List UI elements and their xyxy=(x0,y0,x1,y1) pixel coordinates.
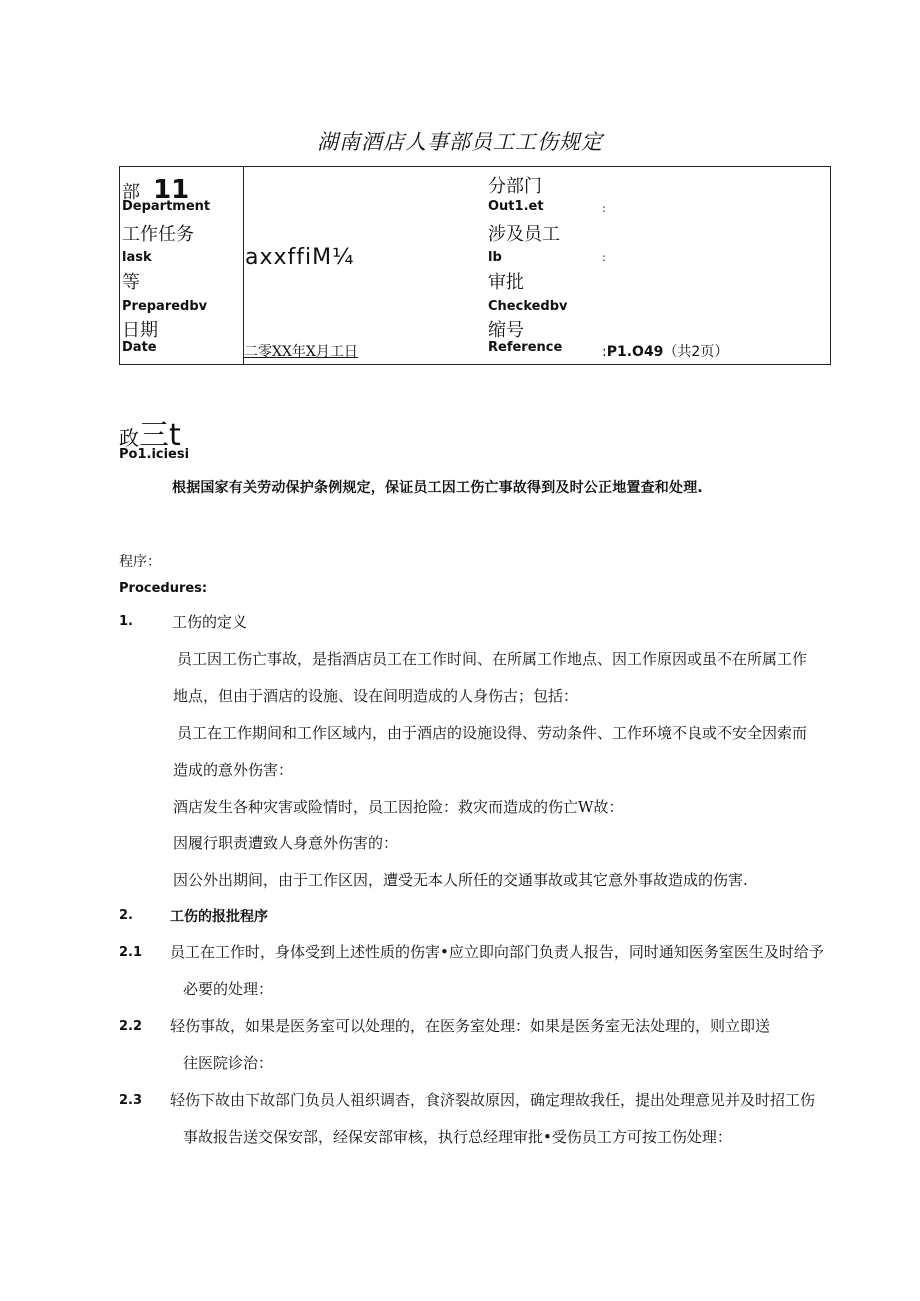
table-divider xyxy=(243,167,244,364)
header-table xyxy=(119,166,831,365)
department-zh: 部 xyxy=(122,182,140,203)
body-line: 轻伤下故由下故部门负员人祖织调杳，食济裂故原因，确定理故我任，提出处理意见并及时招工伤 xyxy=(170,1091,816,1109)
outlet-zh: 分部门 xyxy=(488,176,542,197)
body-line: 员工因工伤亡事故，是指酒店员工在工作时间、在所属工作地点、因工作原因或虽不在所属工作 xyxy=(177,650,808,668)
task-en: lask xyxy=(122,250,152,265)
reference-code: P1.O49 xyxy=(606,344,664,360)
body-line: 事故报告送交保安部，经保安部审核，执行总经理审批•受伤员工方可按工伤处理： xyxy=(183,1128,732,1146)
policy-heading-en: Po1.iciesi xyxy=(119,447,190,462)
body-line: 造成的意外伤害： xyxy=(173,761,294,779)
procedures-heading-zh: 程序： xyxy=(119,554,161,570)
task-value: axxffiM¼ xyxy=(245,245,355,270)
date-value: 二零XX年X月工日 xyxy=(244,344,358,360)
item-number: 1. xyxy=(119,614,133,629)
prepared-en: Preparedbv xyxy=(122,299,208,314)
involved-en: lb xyxy=(488,250,502,265)
body-line: 员工在工作时，身体受到上述性质的伤害•应立即向部门负责人报告，同时通知医务室医生及时给予 xyxy=(170,943,824,961)
body-line: 酒店发生各种灾害或险情时，员工因抢险：救灾而造成的伤亡W故： xyxy=(173,798,624,816)
body-line: 员工在工作期间和工作区域内，由于酒店的设施设得、劳动条件、工作环境不良或不安全因索而 xyxy=(177,724,808,742)
prepared-zh: 等 xyxy=(122,272,140,293)
department-en: Department xyxy=(122,199,211,214)
policy-heading-a: 政 xyxy=(119,426,139,450)
task-zh: 工作任务 xyxy=(122,224,194,245)
body-line: 地点，但由于酒店的设施、设在间明造成的人身伤古；包括： xyxy=(173,687,579,705)
outlet-colon: : xyxy=(602,202,606,215)
item-number: 2.2 xyxy=(119,1019,143,1034)
checked-zh: 审批 xyxy=(488,272,524,293)
department-number: 11 xyxy=(153,175,190,205)
reference-prefix: : xyxy=(602,344,607,360)
date-zh: 日期 xyxy=(122,320,158,341)
reference-value xyxy=(602,341,728,361)
body-line: 往医院诊治： xyxy=(183,1054,274,1072)
item-number: 2.3 xyxy=(119,1093,143,1108)
policy-heading-b: 三t xyxy=(139,418,181,453)
involved-colon: : xyxy=(602,251,606,264)
item-number: 2.1 xyxy=(119,945,143,960)
body-line: 必要的处理： xyxy=(183,980,274,998)
outlet-en: Out1.et xyxy=(488,199,544,214)
item-heading: 工伤的定义 xyxy=(172,613,248,631)
policy-text: 根据国家有关劳动保护条例规定，保证员工因工伤亡事故得到及时公正地置查和处理. xyxy=(172,480,703,496)
body-line: 因履行职责遭致人身意外伤害的： xyxy=(173,834,399,852)
body-line: 因公外出期间，由于工作区因，遭受无本人所任的交通事故或其它意外事故造成的伤害. xyxy=(173,871,748,889)
involved-zh: 涉及员工 xyxy=(488,224,560,245)
body-line: 轻伤事故，如果是医务室可以处理的，在医务室处理：如果是医务室无法处理的，则立即送 xyxy=(170,1017,771,1035)
item-heading: 工伤的报批程序 xyxy=(170,909,268,925)
item-number: 2. xyxy=(119,908,133,923)
procedures-heading-en: Procedures: xyxy=(119,581,208,596)
reference-en: Reference xyxy=(488,340,563,355)
reference-suffix: （共2页） xyxy=(663,344,729,360)
date-en: Date xyxy=(122,340,157,355)
checked-en: Checkedbv xyxy=(488,299,568,314)
reference-zh: 缩号 xyxy=(488,320,524,341)
document-title: 湖南酒店人事部员工工伤规定 xyxy=(317,130,603,154)
